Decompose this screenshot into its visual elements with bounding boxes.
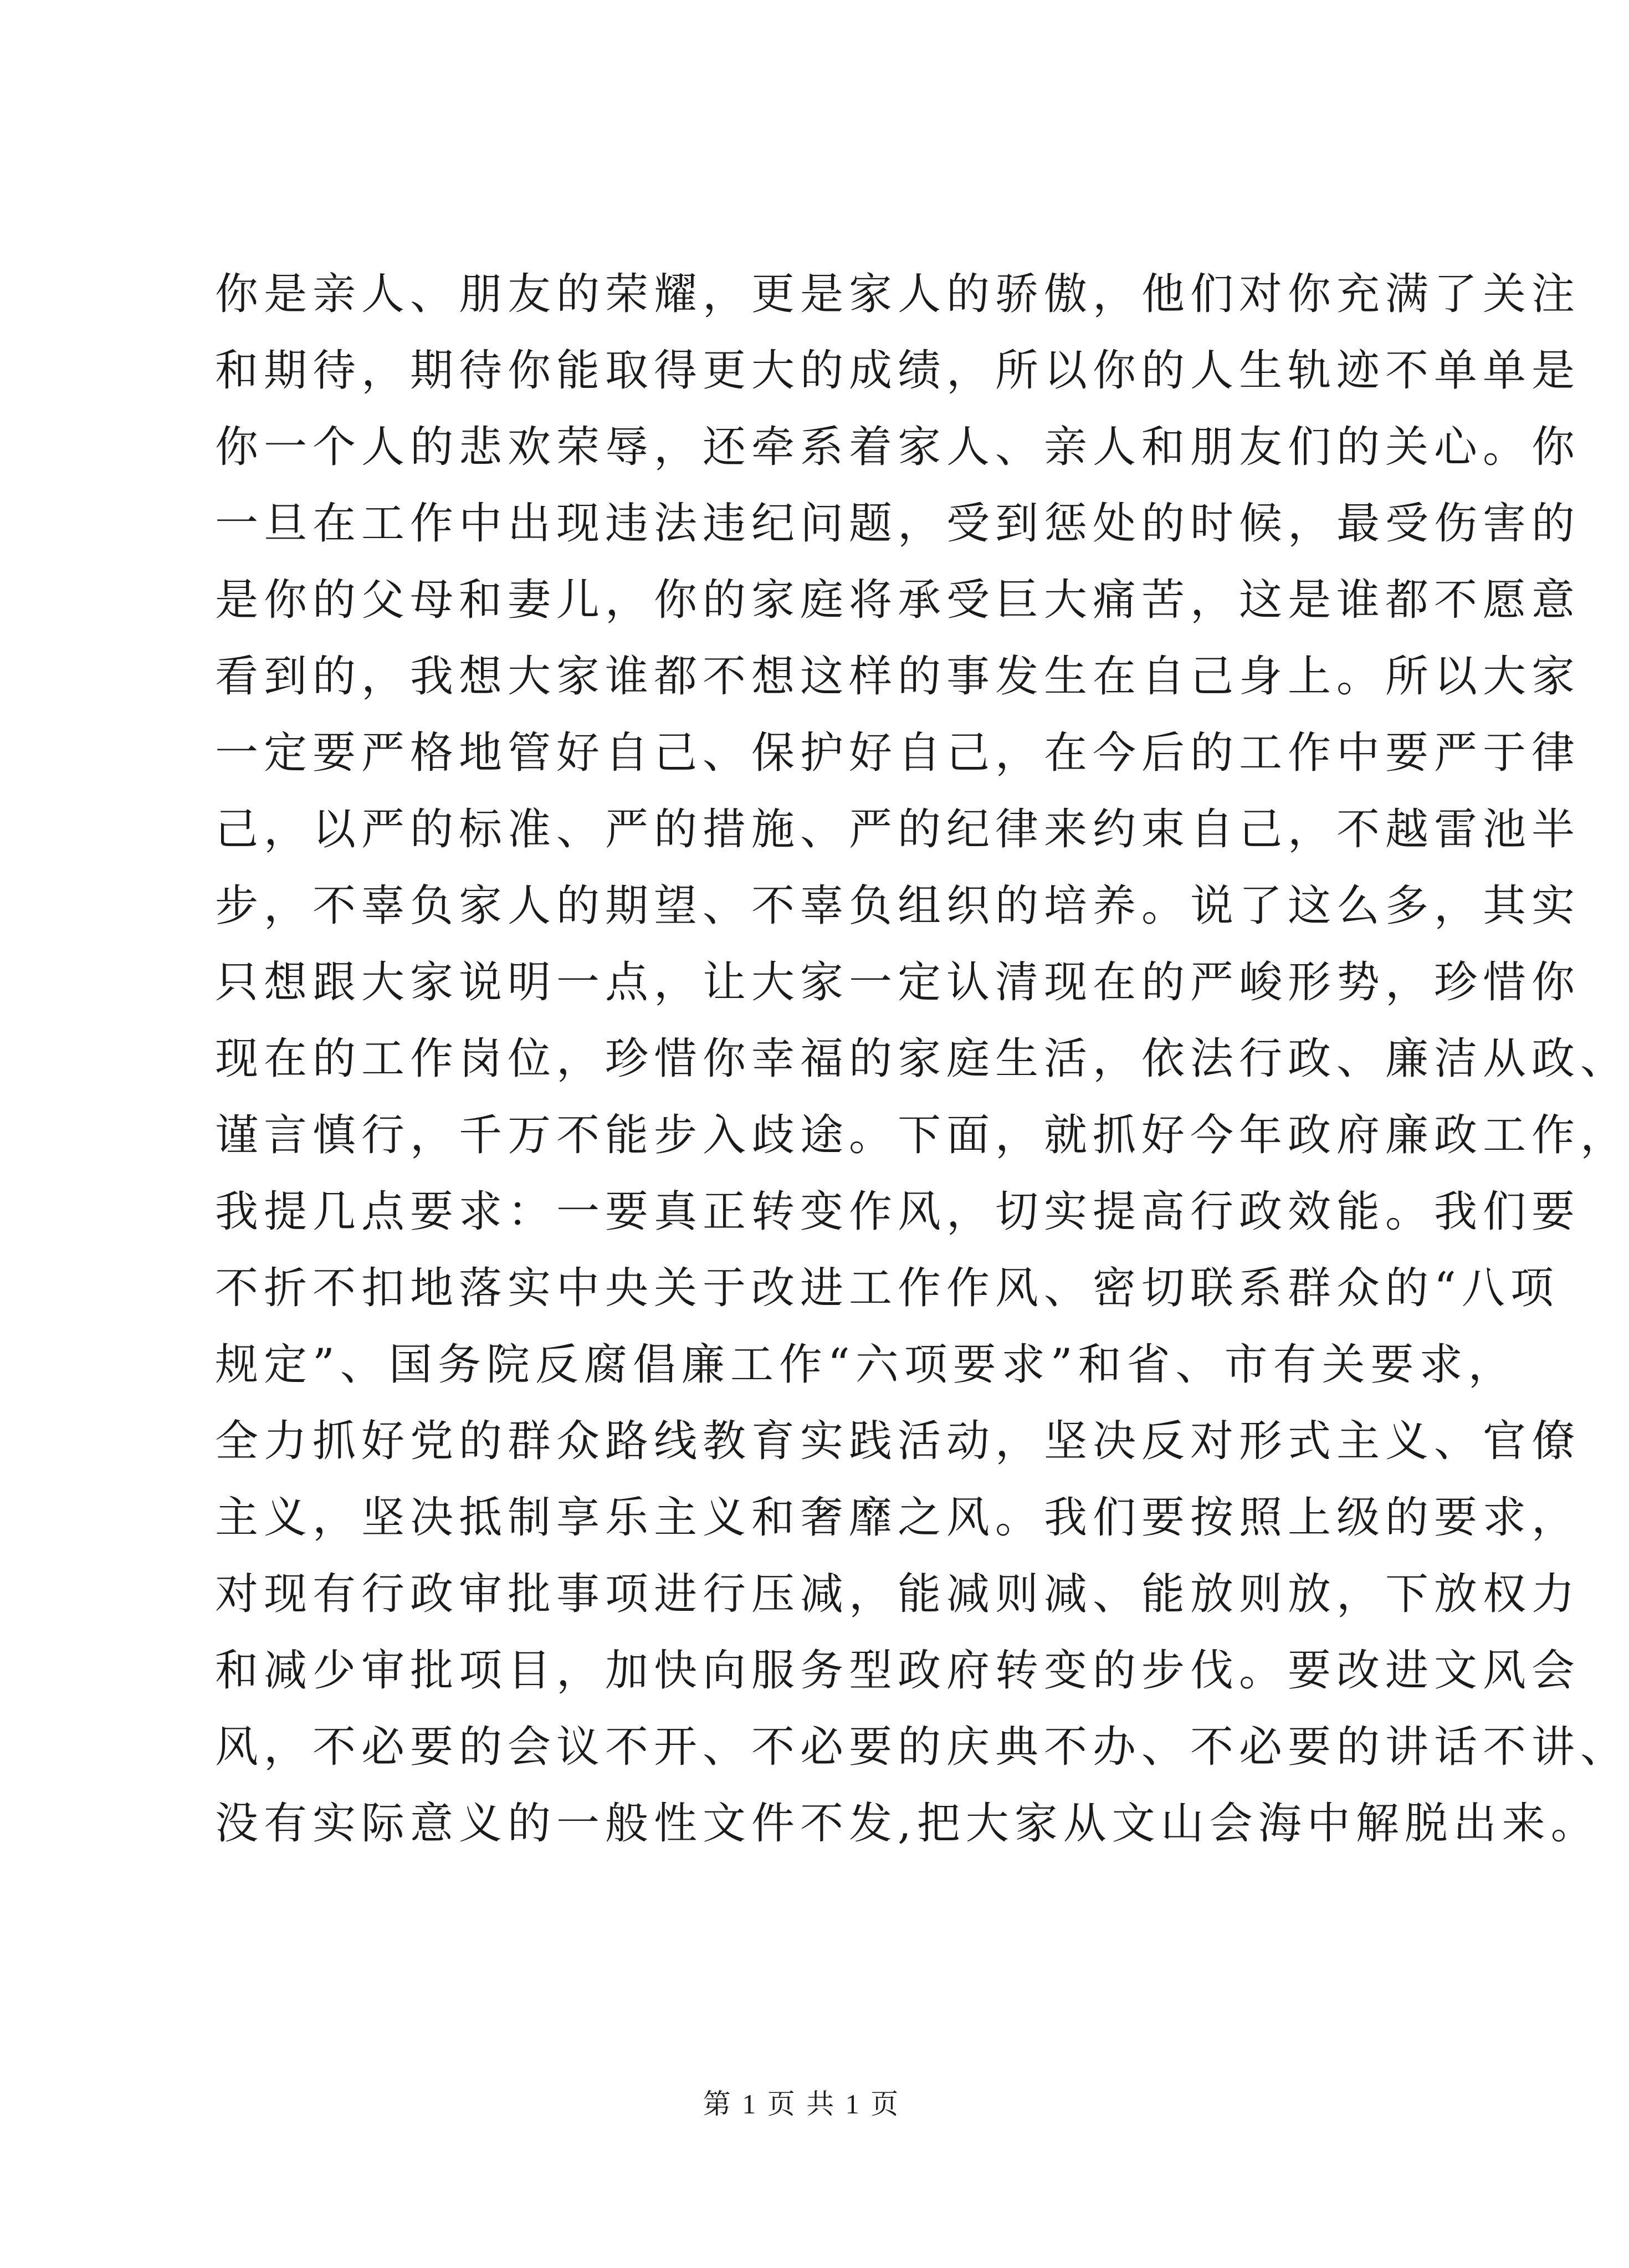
text-line: 是你的父母和妻儿，你的家庭将承受巨大痛苦，这是谁都不愿意 — [215, 575, 1581, 625]
text-line: 没有实际意义的一般性文件不发,把大家从文山会海中解脱出来。 — [215, 1799, 1600, 1849]
page-footer — [0, 2085, 1604, 2123]
text-line: 现在的工作岗位，珍惜你幸福的家庭生活，依法行政、廉洁从政、 — [215, 1034, 1629, 1084]
text-line: 一旦在工作中出现违法违纪问题，受到惩处的时候，最受伤害的 — [215, 499, 1581, 549]
text-line: 全力抓好党的群众路线教育实践活动，坚决反对形式主义、官僚 — [215, 1416, 1581, 1466]
text-line: 风，不必要的会议不开、不必要的庆典不办、不必要的讲话不讲、 — [215, 1722, 1629, 1772]
text-line: 和减少审批项目，加快向服务型政府转变的步伐。要改进文风会 — [215, 1646, 1581, 1696]
text-line: 己，以严的标准、严的措施、严的纪律来约束自己，不越雷池半 — [215, 805, 1581, 854]
text-line: 不折不扣地落实中央关于改进工作作风、密切联系群众的“八项 — [215, 1263, 1559, 1313]
text-line: 我提几点要求：一要真正转变作风，切实提高行政效能。我们要 — [215, 1187, 1581, 1237]
text-line: 规定”、国务院反腐倡廉工作“六项要求”和省、市有关要求， — [215, 1340, 1517, 1390]
text-line: 只想跟大家说明一点，让大家一定认清现在的严峻形势，珍惜你 — [215, 958, 1581, 1007]
text-line: 对现有行政审批事项进行压减，能减则减、能放则放，下放权力 — [215, 1569, 1581, 1619]
text-line: 谨言慎行，千万不能步入歧途。下面，就抓好今年政府廉政工作， — [215, 1110, 1629, 1160]
text-line: 步，不辜负家人的期望、不辜负组织的培养。说了这么多，其实 — [215, 881, 1581, 931]
text-line: 你一个人的悲欢荣辱，还牵系着家人、亲人和朋友们的关心。你 — [215, 422, 1581, 472]
body-text — [215, 256, 1629, 1862]
text-line: 看到的，我想大家谁都不想这样的事发生在自己身上。所以大家 — [215, 652, 1581, 702]
text-line: 一定要严格地管好自己、保护好自己，在今后的工作中要严于律 — [215, 728, 1581, 778]
text-line: 和期待，期待你能取得更大的成绩，所以你的人生轨迹不单单是 — [215, 346, 1581, 396]
text-line: 主义，坚决抵制享乐主义和奢靡之风。我们要按照上级的要求， — [215, 1493, 1581, 1543]
text-line: 你是亲人、朋友的荣耀，更是家人的骄傲，他们对你充满了关注 — [215, 269, 1581, 319]
page-number: 第 1 页 共 1 页 — [703, 2088, 901, 2119]
